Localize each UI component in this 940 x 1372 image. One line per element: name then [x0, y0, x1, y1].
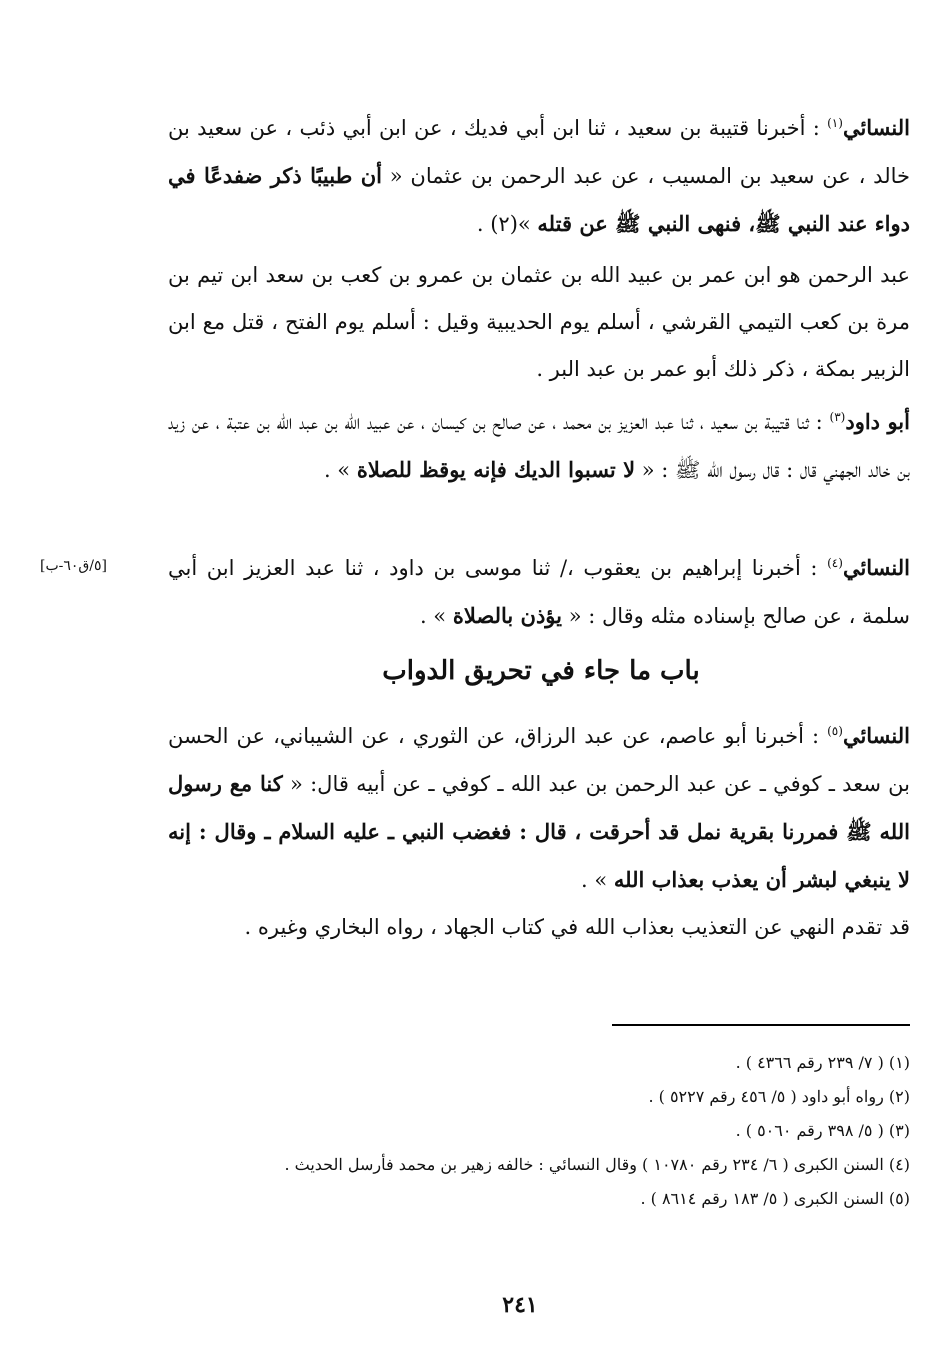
hadith-text: يؤذن بالصلاة: [452, 603, 562, 628]
footnote-divider: [612, 1024, 910, 1026]
chain-text: : ثنا قتيبة بن سعيد ، ثنا عبد العزيز بن محمد ، عن صالح بن كيسان ، عن عبيد الله بن عبد الله بن عتبة ، عن زيد بن خالد الجهني قال : قال رسول الله ﷺ : «: [168, 410, 910, 482]
closing-text: » .: [580, 868, 608, 892]
paragraph-3: [168, 398, 910, 494]
footnote: (٣) ( ٥/ ٣٩٨ رقم ٥٠٦٠ ) .: [735, 1121, 910, 1140]
footnote: (١) ( ٧/ ٢٣٩ رقم ٤٣٦٦ ) .: [735, 1053, 910, 1072]
footnote-ref: (٤): [827, 556, 843, 570]
narrator-name: النسائي: [842, 723, 910, 748]
footnote-ref: (٥): [827, 724, 843, 738]
paragraph-6: [168, 904, 910, 951]
footnote-ref: (١): [827, 116, 843, 130]
commentary-text: عبد الرحمن هو ابن عمر بن عبيد الله بن عثمان بن عمرو بن كعب بن سعد ابن تيم بن مرة بن كعب التيمي القرشي ، أسلم يوم الحديبية وقيل : أسلم يوم الفتح ، قتل مع ابن الزبير بمكة ، ذكر ذلك أبو عمر بن عبد البر .: [168, 263, 910, 381]
paragraph-1: [168, 104, 910, 248]
closing-text: » .: [323, 458, 351, 482]
hadith-text: لا تسبوا الديك فإنه يوقظ للصلاة: [356, 457, 636, 482]
hadith-text: أن طبيبًا ذكر ضفدعًا في دواء عند النبي ﷺ، فنهى النبي ﷺ عن قتله: [168, 163, 910, 236]
chain-text: : أخبرنا إبراهيم بن يعقوب ،/ ثنا موسى بن داود ، ثنا عبد العزيز ابن أبي سلمة ، عن صالح بإسناده مثله وقال : «: [168, 556, 910, 628]
hadith-text: كنا مع رسول الله ﷺ فمررنا بقرية نمل قد أحرقت ، قال : فغضب النبي ـ عليه السلام ـ وقال : إنه لا ينبغي لبشر أن يعذب بعذاب الله: [168, 771, 910, 892]
commentary-text: قد تقدم النهي عن التعذيب بعذاب الله في كتاب الجهاد ، رواه البخاري وغيره .: [244, 915, 910, 939]
footnote: (٤) السنن الكبرى ( ٦/ ٢٣٤ رقم ١٠٧٨٠ ) وقال النسائي : خالفه زهير بن محمد فأرسل الحديث .: [284, 1155, 910, 1174]
chain-text: : أخبرنا قتيبة بن سعيد ، ثنا ابن أبي فديك ، عن ابن أبي ذئب ، عن سعيد بن خالد ، عن سعيد بن المسيب ، عن عبد الرحمن بن عثمان «: [168, 116, 910, 188]
chain-text: : أخبرنا أبو عاصم، عن عبد الرزاق، عن الثوري ، عن الشيباني، عن الحسن بن سعد ـ كوفي ـ عن عبد الرحمن بن عبد الله ـ كوفي ـ عن أبيه قال: «: [168, 724, 910, 796]
footnote: (٢) رواه أبو داود ( ٥/ ٤٥٦ رقم ٥٢٢٧ ) .: [648, 1087, 910, 1106]
chapter-heading: باب ما جاء في تحريق الدواب: [382, 656, 700, 686]
paragraph-2: [168, 252, 910, 393]
closing-text: » .: [419, 604, 447, 628]
narrator-name: النسائي: [842, 555, 910, 580]
narrator-name: أبو داود: [845, 409, 910, 434]
manuscript-folio-ref: [٥/ق٦٠-ب]: [40, 558, 108, 574]
footnote: (٥) السنن الكبرى ( ٥/ ١٨٣ رقم ٨٦١٤ ) .: [640, 1189, 910, 1208]
footnote-ref: (٣): [829, 410, 846, 424]
footnotes: [168, 1046, 910, 1216]
paragraph-4: [168, 544, 910, 640]
closing-text: »(٢) .: [476, 212, 531, 236]
narrator-name: النسائي: [842, 115, 910, 140]
page-number: ٢٤١: [502, 1292, 538, 1318]
paragraph-5: [168, 712, 910, 904]
